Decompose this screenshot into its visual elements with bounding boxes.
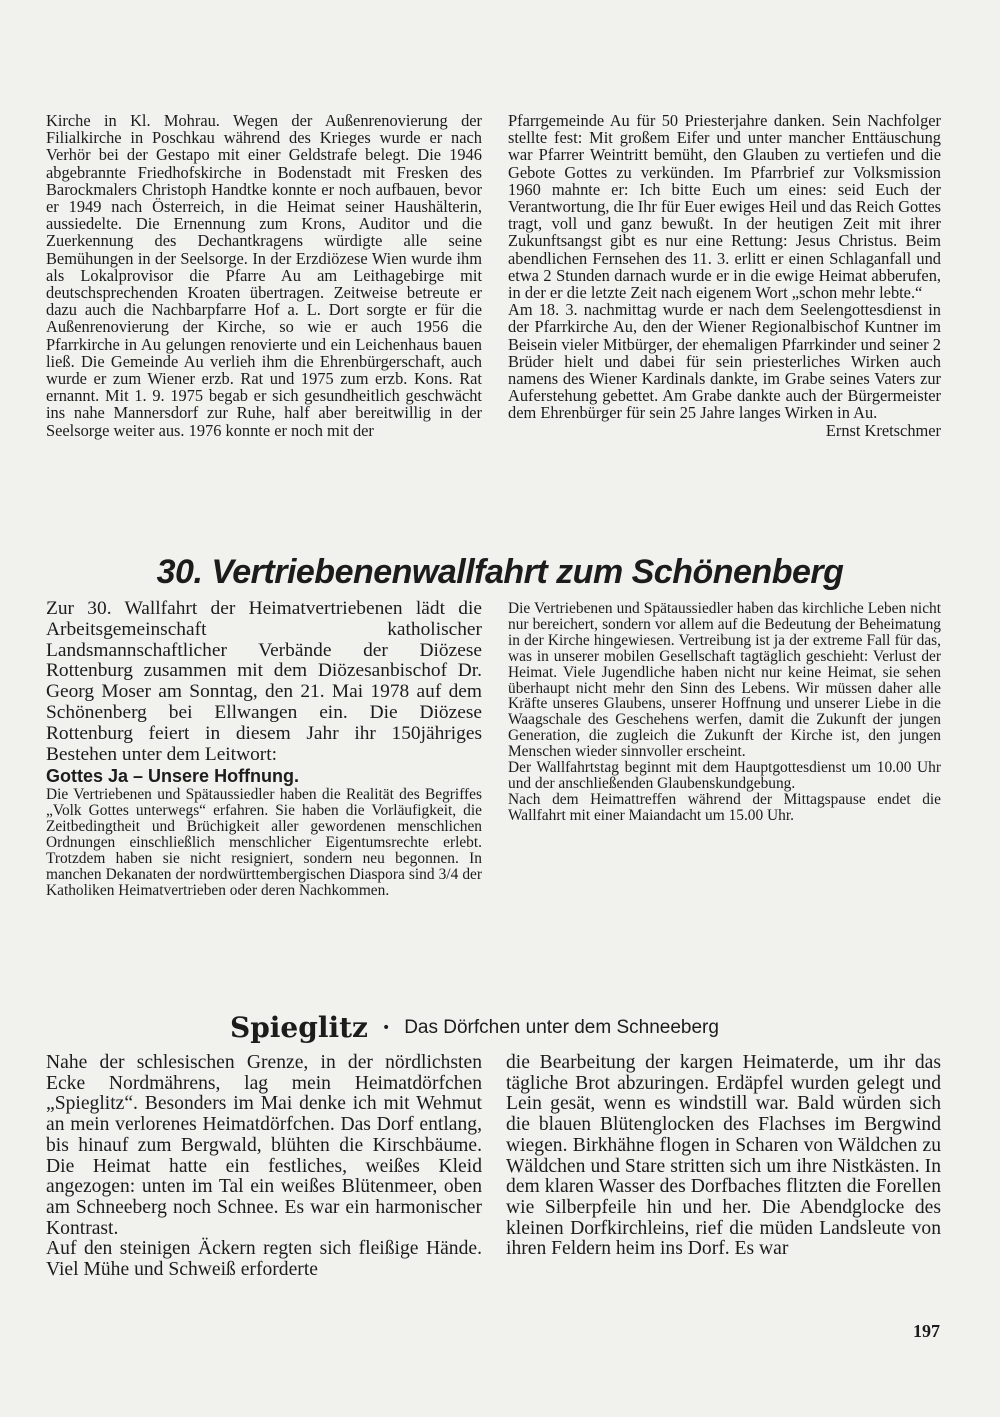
- article2-right-text-2: Der Wallfahrtstag beginnt mit dem Hauptgottesdienst um 10.00 Uhr und der anschließenden Glaubenskundgebung.: [508, 759, 941, 792]
- article3-left-text-1: Nahe der schlesischen Grenze, in der nördlichsten Ecke Nordmährens, lag mein Heimatdörfchen „Spieglitz“. Besonders im Mai denke ich mit Wehmut an mein verlorenes Heimatdörfchen. Das Dorf entlang, bis hinauf zum Bergwald, blühten die Kirschbäume. Die Heimat hatte ein festliches, weißes Kleid angezogen: unten im Tal ein weißes Blütenmeer, oben am Schneeberg noch Schnee. Es war ein harmonischer Kontrast.: [46, 1052, 482, 1239]
- article1-right-column: [508, 112, 941, 552]
- article3-left-text-2: Auf den steinigen Äckern regten sich fleißige Hände. Viel Mühe und Schweiß erforderte: [46, 1238, 482, 1281]
- article1-right-text-2: Am 18. 3. nachmittag wurde er nach dem Seelengottesdienst in der Pfarrkirche Au, den der Wiener Regionalbischof Kuntner im Beisein vieler Mitbürger, der ehemaligen Pfarrkinder und seiner 2 Brüder hielt und dabei für sein priesterliches Wirken auch namens des Wiener Kardinals dankte, im Grabe seines Vaters zur Auferstehung gebettet. Am Grabe dankte auch der Bürgermeister dem Ehrenbürger für sein 25 Jahre langes Wirken in Au.: [508, 300, 941, 423]
- article2-title: 30. Vertriebenenwallfahrt zum Schönenberg: [156, 553, 844, 591]
- article2-intro: Zur 30. Wallfahrt der Heimatvertriebenen lädt die Arbeitsgemeinschaft katholischer Landsmannschaftlicher Verbände der Diözese Rottenburg zusammen mit dem Diözesanbischof Dr. Georg Moser am Sonntag, den 21. Mai 1978 auf dem Schönenberg bei Ellwangen ein. Die Diözese Rottenburg feiert in diesem Jahr ihr 150jähriges Bestehen unter dem Leitwort:: [46, 598, 482, 765]
- article2-motto: Gottes Ja – Unsere Hoffnung.: [46, 766, 300, 787]
- article3-subtitle: Das Dörfchen unter dem Schneeberg: [404, 1017, 719, 1038]
- article3-right-text: die Bearbeitung der kargen Heimaterde, um ihr das tägliche Brot abzuringen. Erdäpfel wurden gelegt und Lein gesät, wenn es windstill war. Bald würden sich die blauen Blütenglocken des Flachses im Bergwind wiegen. Birkhähne flogen in Scharen von Wäldchen zu Wäldchen und Stare stritten sich um ihre Nistkästen. In dem klaren Wasser des Dorfbaches flitzten die Forellen wie Silberpfeile hin und her. Die Abendglocke des kleinen Dorfkirchleins, rief die müden Landsleute von ihren Feldern heim ins Dorf. Es war: [506, 1052, 941, 1260]
- article3-bullet: •: [381, 1020, 391, 1036]
- article2-right-text-1: Die Vertriebenen und Spätaussiedler haben das kirchliche Leben nicht nur bereichert, sondern vor allem auf die Bedeutung der Beheimatung in der Kirche hingewiesen. Vertreibung ist ja der extreme Fall für das, was in unserer mobilen Gesellschaft tagtäglich geschieht: Verlust der Heimat. Viele Jugendliche haben nicht nur keine Heimat, sie sehen überhaupt nicht mehr den Sinn des Lebens. Wir müssen daher alle Kräfte unseres Glaubens, unserer Hoffnung und unserer Liebe in die Waagschale des Geschehens werfen, damit die Zukunft der jungen Generation, die zugleich die Zukunft der Kirche ist, den jungen Menschen wieder sinnvoller erscheint.: [508, 600, 941, 761]
- article1-author: Ernst Kretschmer: [825, 420, 941, 440]
- article1-left-column: [46, 112, 482, 532]
- article3-right-column: [506, 1053, 941, 1308]
- article3-left-column: [46, 1053, 482, 1308]
- article2-left-text: Die Vertriebenen und Spätaussiedler haben die Realität des Begriffes „Volk Gottes unterwegs“ erfahren. Sie haben die Vorläufigkeit, die Zeitbedingtheit und Brüchigkeit aller gewordenen menschlichen Ordnungen einschließlich menschlicher Eigentumsrechte erlebt. Trotzdem haben sie nicht resigniert, sondern neu begonnen. In manchen Dekanaten der nordwürttembergischen Diaspora sind 3/4 der Katholiken Heimatvertrieben oder deren Nachkommen.: [46, 786, 482, 899]
- article2-left-column: [46, 599, 482, 994]
- article3-title: Spieglitz: [230, 1011, 368, 1044]
- page-number: 197: [913, 1321, 940, 1341]
- article1-right-text-1: Pfarrgemeinde Au für 50 Priesterjahre danken. Sein Nachfolger stellte fest: Mit großem Eifer und unter mancher Enttäuschung war Pfarrer Weintritt bemüht, den Glauben zu vertiefen und die Gebote Gottes zu verkünden. Im Pfarrbrief zur Volksmission 1960 mahnte er: Ich bitte Euch um eines: seid Euch der Verantwortung, die Ihr für Euer ewiges Heil und das Reich Gottes tragt, voll und ganz bewußt. In der heutigen Zeit mit ihrer Zukunftsangst gibt es nur eine Rettung: Jesus Christus. Beim abendlichen Fernsehen des 11. 3. erlitt er einen Schlaganfall und etwa 2 Stunden darnach wurde er in die ewige Heimat abberufen, in der er die letzte Zeit nach eigenem Wort „schon mehr lebte.“: [508, 111, 941, 303]
- article1-left-text: Kirche in Kl. Mohrau. Wegen der Außenrenovierung der Filialkirche in Poschkau während des Krieges wurde er nach Verhör bei der Gestapo mit einer Geldstrafe belegt. Die 1946 abgebrannte Friedhofskirche in Bodenstadt mit Fresken des Barockmalers Christoph Handtke konnte er noch aufbauen, bevor er 1949 nach Österreich, in die Heimat seiner Haushälterin, aussiedelte. Die Ernennung zum Krons, Auditor und die Zuerkennung des Dechantkragens würdigte alle seine Bemühungen in der Seelsorge. In der Erzdiözese Wien wurde ihm als Lokalprovisor die Pfarre Au am Leithagebirge mit deutschsprechenden Kroaten übertragen. Zeitweise betreute er dazu auch die Nachbarpfarre Hof a. L. Dort sorgte er für die Außenrenovierung der Kirche, so wie er auch 1956 die Pfarrkirche in Au gelungen renovierte und ein Leichenhaus bauen ließ. Die Gemeinde Au verlieh ihm die Ehrenbürgerschaft, auch wurde er zum Wiener erzb. Rat und 1975 zum erzb. Kons. Rat ernannt. Mit 1. 9. 1975 begab er sich gesundheitlich geschwächt ins nahe Mannersdorf zur Ruhe, half aber bereitwillig in der Seelsorge weiter aus. 1976 konnte er noch mit der: [46, 111, 482, 440]
- article2-right-text-3: Nach dem Heimattreffen während der Mittagspause endet die Wallfahrt mit einer Maiandacht um 15.00 Uhr.: [508, 790, 941, 824]
- article3-heading: [230, 1008, 850, 1048]
- article2-right-column: [508, 601, 941, 981]
